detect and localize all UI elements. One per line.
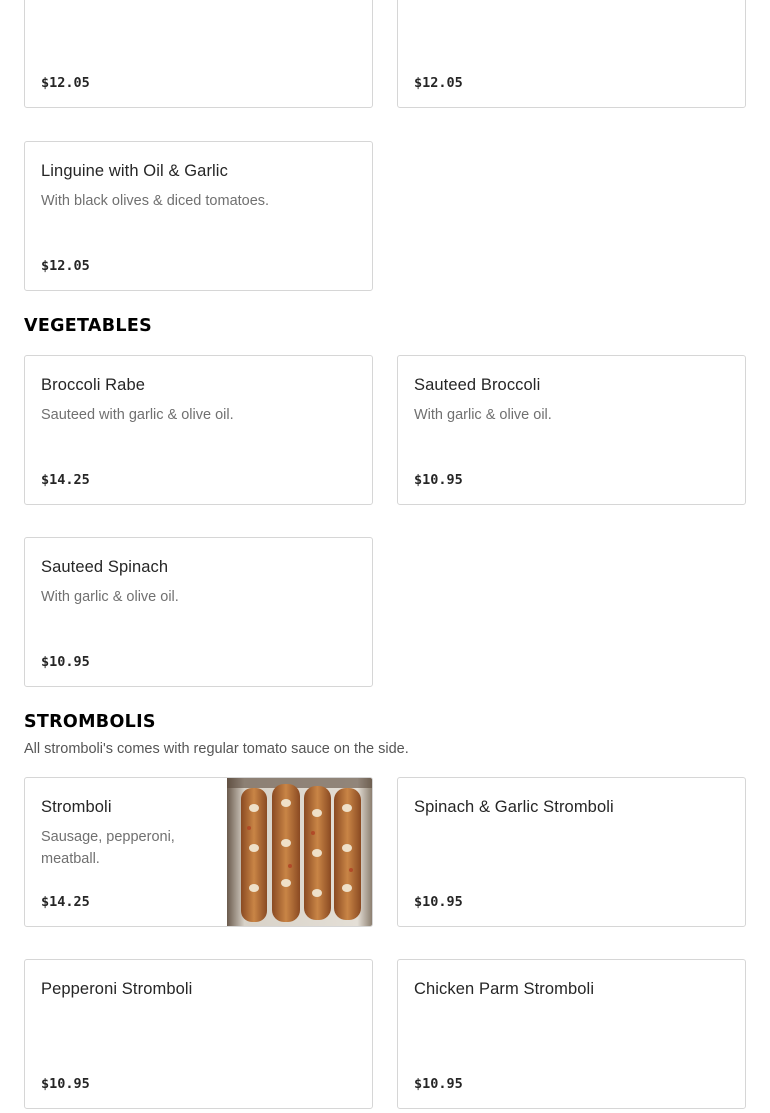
menu-item-card[interactable] <box>24 355 373 505</box>
section-note: All stromboli's comes with regular tomato sauce on the side. <box>24 741 409 757</box>
menu-item-card[interactable] <box>24 777 373 927</box>
item-price: $10.95 <box>41 654 90 670</box>
item-price: $10.95 <box>414 894 463 910</box>
item-price: $10.95 <box>414 1076 463 1092</box>
item-price: $10.95 <box>414 472 463 488</box>
stromboli-photo <box>227 778 372 926</box>
section-title-vegetables: VEGETABLES <box>24 316 152 336</box>
item-price: $12.05 <box>41 258 90 274</box>
item-description: With garlic & olive oil. <box>41 589 179 605</box>
menu-item-card[interactable] <box>24 0 373 108</box>
menu-item-card[interactable] <box>397 777 746 927</box>
menu-item-card[interactable] <box>397 355 746 505</box>
menu-item-card[interactable] <box>24 537 373 687</box>
item-name: Stromboli <box>41 798 112 816</box>
section-title-strombolis: STROMBOLIS <box>24 712 156 732</box>
item-name: Broccoli Rabe <box>41 376 146 394</box>
item-name: Pepperoni Stromboli <box>41 980 193 998</box>
item-name: Spinach & Garlic Stromboli <box>414 798 614 816</box>
item-price: $12.05 <box>41 75 90 91</box>
menu-item-card[interactable] <box>24 141 373 291</box>
item-price: $14.25 <box>41 894 90 910</box>
item-name: Linguine with Oil & Garlic <box>41 162 228 180</box>
item-price: $10.95 <box>41 1076 90 1092</box>
menu-item-card[interactable] <box>397 959 746 1109</box>
item-price: $14.25 <box>41 472 90 488</box>
menu-item-card[interactable] <box>397 0 746 108</box>
item-name: Sauteed Broccoli <box>414 376 541 394</box>
item-name: Chicken Parm Stromboli <box>414 980 595 998</box>
item-description: With garlic & olive oil. <box>414 407 552 423</box>
item-name: Sauteed Spinach <box>41 558 169 576</box>
item-description: With black olives & diced tomatoes. <box>41 193 270 209</box>
item-description: Sauteed with garlic & olive oil. <box>41 407 234 423</box>
item-price: $12.05 <box>414 75 463 91</box>
menu-item-card[interactable] <box>24 959 373 1109</box>
item-description: Sausage, pepperoni, meatball. <box>41 829 175 867</box>
